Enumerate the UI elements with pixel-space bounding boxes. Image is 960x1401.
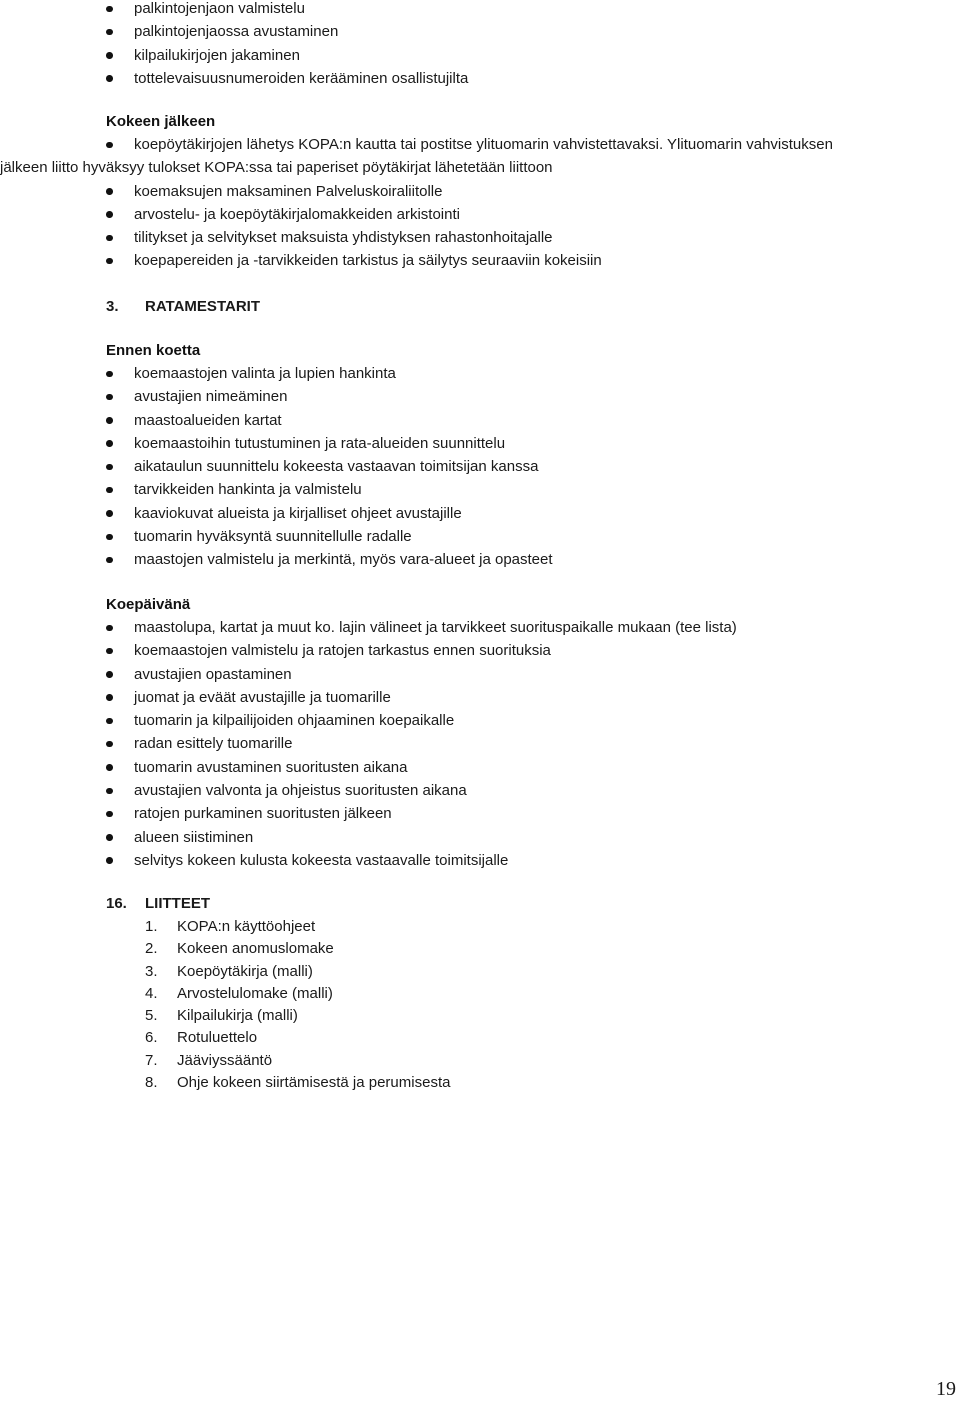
list-item: koepapereiden ja -tarvikkeiden tarkistus ja säilytys seuraaviin kokeisiin <box>0 249 960 272</box>
page-number: 19 <box>936 1378 956 1400</box>
list-item: aikataulun suunnittelu kokeesta vastaavan toimitsijan kanssa <box>0 455 960 478</box>
list-item: avustajien nimeäminen <box>0 385 960 408</box>
koepaivana-list <box>0 616 960 872</box>
list-item: palkintojenjaon valmistelu <box>0 0 468 20</box>
list-item: alueen siistiminen <box>0 826 960 849</box>
list-item: 3. Koepöytäkirja (malli) <box>145 962 313 980</box>
heading-kokeen-jalkeen: Kokeen jälkeen <box>106 113 216 130</box>
list-item: arvostelu- ja koepöytäkirjalomakkeiden arkistointi <box>0 203 960 226</box>
heading-ennen-koetta: Ennen koetta <box>106 342 201 359</box>
list-item: kilpailukirjojen jakaminen <box>0 44 468 67</box>
list-item: koepöytäkirjojen lähetys KOPA:n kautta tai postitse ylituomarin vahvistettavaksi. Ylituomarin vahvistuksen <box>0 133 960 156</box>
section-16 <box>0 892 960 1094</box>
heading-koepaivana: Koepäivänä <box>106 596 191 613</box>
list-item: 2. Kokeen anomuslomake <box>145 940 334 958</box>
list-item: maastolupa, kartat ja muut ko. lajin välineet ja tarvikkeet suorituspaikalle mukaan (tee lista) <box>0 616 960 639</box>
section-16-heading <box>0 892 960 915</box>
top-list <box>0 0 468 90</box>
list-item: koemaastojen valinta ja lupien hankinta <box>0 362 960 385</box>
list-item: palkintojenjaossa avustaminen <box>0 20 468 43</box>
list-item: tottelevaisuusnumeroiden kerääminen osallistujilta <box>0 67 468 90</box>
kokeen-jalkeen-list-2 <box>0 180 960 273</box>
list-item: selvitys kokeen kulusta kokeesta vastaavalle toimitsijalle <box>0 849 960 872</box>
list-item: 5. Kilpailukirja (malli) <box>145 1007 298 1025</box>
kokeen-jalkeen-list <box>0 133 960 156</box>
section-koepaivana <box>0 593 960 872</box>
list-item: maastoalueiden kartat <box>0 409 960 432</box>
list-item: tuomarin hyväksyntä suunnitellulle radalle <box>0 525 960 548</box>
list-item: maastojen valmistelu ja merkintä, myös vara-alueet ja opasteet <box>0 548 960 571</box>
list-item: 1. KOPA:n käyttöohjeet <box>145 918 316 935</box>
list-item: 7. Jääviyssääntö <box>145 1051 273 1069</box>
continuation-text: jälkeen liitto hyväksyy tulokset KOPA:ssa tai paperiset pöytäkirjat lähetetään liittoon <box>0 159 553 177</box>
list-item: ratojen purkaminen suoritusten jälkeen <box>0 802 960 825</box>
list-item: tuomarin ja kilpailijoiden ohjaaminen koepaikalle <box>0 709 960 732</box>
list-item: avustajien opastaminen <box>0 663 960 686</box>
section-number: 3. <box>106 298 119 315</box>
ennen-koetta-list <box>0 362 960 572</box>
list-item: 8. Ohje kokeen siirtämisestä ja perumisesta <box>145 1074 451 1092</box>
list-item: 6. Rotuluettelo <box>145 1029 258 1047</box>
list-item: kaaviokuvat alueista ja kirjalliset ohjeet avustajille <box>0 502 960 525</box>
section-title: RATAMESTARIT <box>145 298 260 315</box>
list-item: koemaastoihin tutustuminen ja rata-alueiden suunnittelu <box>0 432 960 455</box>
list-item: avustajien valvonta ja ohjeistus suoritusten aikana <box>0 779 960 802</box>
list-item: koemaastojen valmistelu ja ratojen tarkastus ennen suorituksia <box>0 639 960 662</box>
section-number: 16. <box>106 895 127 912</box>
list-item: tarvikkeiden hankinta ja valmistelu <box>0 478 960 501</box>
section-kokeen-jalkeen <box>0 110 960 273</box>
section-ennen-koetta <box>0 339 960 572</box>
list-item: juomat ja eväät avustajille ja tuomarille <box>0 686 960 709</box>
list-item: 4. Arvostelulomake (malli) <box>145 984 333 1002</box>
list-item: koemaksujen maksaminen Palveluskoiraliitolle <box>0 180 960 203</box>
section-3-heading <box>0 295 260 318</box>
attachments-list <box>0 916 960 1094</box>
list-item: tuomarin avustaminen suoritusten aikana <box>0 756 960 779</box>
list-item: radan esittely tuomarille <box>0 732 960 755</box>
list-item: tilitykset ja selvitykset maksuista yhdistyksen rahastonhoitajalle <box>0 226 960 249</box>
section-title: LIITTEET <box>145 895 210 912</box>
